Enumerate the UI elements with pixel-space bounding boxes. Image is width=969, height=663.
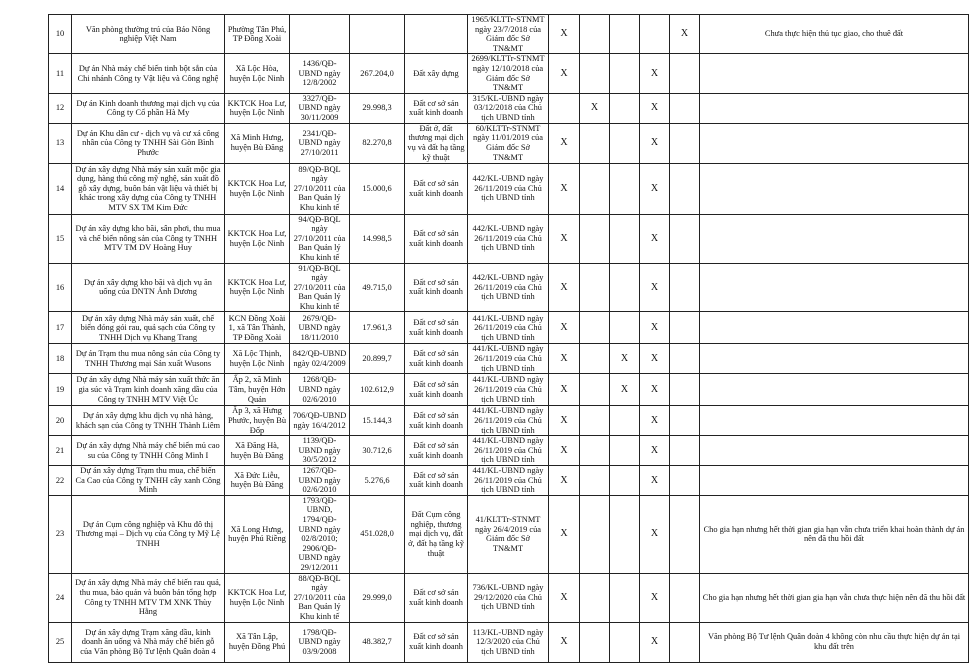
location-cell: Xã Long Hưng, huyện Phú Riềng [225, 495, 290, 573]
land-purpose-cell: Đất cơ sở sản xuất kinh doanh [405, 436, 468, 466]
mark-col-1-cell: X [549, 344, 580, 374]
inspection-conclusion-cell: 441/KL-UBND ngày 26/11/2019 của Chủ tịch UBND tỉnh [468, 436, 549, 466]
land-area-cell: 29.998,3 [350, 93, 405, 123]
mark-col-1-cell: X [549, 263, 580, 312]
mark-col-5-cell [670, 406, 700, 436]
land-purpose-cell: Đất cơ sở sản xuất kinh doanh [405, 374, 468, 406]
table-row [49, 15, 969, 54]
project-name-cell: Dự án xây dựng Nhà máy chế biến rau quả, thu mua, bảo quản và buôn bán tổng hợp Công ty TNHH MTV TM XNK Thùy Hằng [72, 573, 225, 622]
land-project-table [48, 14, 969, 663]
inspection-conclusion-cell: 441/KL-UBND ngày 26/11/2019 của Chủ tịch UBND tỉnh [468, 406, 549, 436]
project-name-cell: Dự án xây dựng khu dịch vụ nhà hàng, khách sạn của Công ty TNHH Thành Liêm [72, 406, 225, 436]
mark-col-3-cell [610, 622, 640, 662]
mark-col-3-cell: X [610, 374, 640, 406]
mark-col-5-cell [670, 436, 700, 466]
mark-col-2-cell [580, 466, 610, 496]
decision-number-cell: 2679/QĐ-UBND ngày 18/11/2010 [290, 312, 350, 344]
mark-col-5-cell [670, 312, 700, 344]
location-cell: KKTCK Hoa Lư, huyện Lộc Ninh [225, 263, 290, 312]
inspection-conclusion-cell: 441/KL-UBND ngày 26/11/2019 của Chủ tịch UBND tỉnh [468, 344, 549, 374]
mark-col-3-cell [610, 495, 640, 573]
land-purpose-cell: Đất xây dựng [405, 54, 468, 93]
mark-col-1-cell: X [549, 123, 580, 163]
mark-col-4-cell: X [640, 495, 670, 573]
row-number-cell: 18 [49, 344, 72, 374]
land-purpose-cell: Đất cơ sở sản xuất kinh doanh [405, 93, 468, 123]
mark-col-1-cell: X [549, 573, 580, 622]
row-number-cell: 11 [49, 54, 72, 93]
decision-number-cell: 3327/QĐ-UBND ngày 30/11/2009 [290, 93, 350, 123]
row-number-cell: 22 [49, 466, 72, 496]
decision-number-cell: 89/QĐ-BQL ngày 27/10/2011 của Ban Quản lý Khu kinh tế [290, 163, 350, 214]
row-number-cell: 15 [49, 214, 72, 263]
mark-col-1-cell: X [549, 622, 580, 662]
table-row [49, 123, 969, 163]
row-number-cell: 20 [49, 406, 72, 436]
mark-col-4-cell: X [640, 436, 670, 466]
land-area-cell: 267.204,0 [350, 54, 405, 93]
project-name-cell: Dự án Kinh doanh thương mại dịch vụ của Công ty Cổ phần Hà My [72, 93, 225, 123]
land-purpose-cell: Đất cơ sở sản xuất kinh doanh [405, 466, 468, 496]
note-cell [700, 312, 969, 344]
mark-col-3-cell [610, 263, 640, 312]
mark-col-4-cell: X [640, 93, 670, 123]
project-name-cell: Dự án xây dựng Nhà máy sản xuất, chế biến đóng gói rau, quả sạch của Công ty TNHH Dịch vụ Khang Trang [72, 312, 225, 344]
row-number-cell: 24 [49, 573, 72, 622]
land-purpose-cell: Đất ở, đất thương mại dịch vụ và đất hạ tầng kỹ thuật [405, 123, 468, 163]
note-cell [700, 214, 969, 263]
mark-col-2-cell [580, 163, 610, 214]
decision-number-cell: 842/QĐ-UBND ngày 02/4/2009 [290, 344, 350, 374]
land-area-cell: 102.612,9 [350, 374, 405, 406]
mark-col-3-cell: X [610, 344, 640, 374]
mark-col-3-cell [610, 54, 640, 93]
land-purpose-cell: Đất cơ sở sản xuất kinh doanh [405, 573, 468, 622]
note-cell: Chưa thực hiện thủ tục giao, cho thuê đất [700, 15, 969, 54]
mark-col-2-cell [580, 312, 610, 344]
table-row [49, 573, 969, 622]
row-number-cell: 13 [49, 123, 72, 163]
table-row [49, 93, 969, 123]
mark-col-5-cell [670, 123, 700, 163]
mark-col-3-cell [610, 436, 640, 466]
land-area-cell: 15.000,6 [350, 163, 405, 214]
project-name-cell: Dự án Trạm thu mua nông sản của Công ty TNHH Thương mại Sản xuất Wusons [72, 344, 225, 374]
mark-col-5-cell [670, 374, 700, 406]
mark-col-3-cell [610, 93, 640, 123]
project-name-cell: Dự án xây dựng Trạm thu mua, chế biến Ca Cao của Công ty TNHH cây xanh Công Minh [72, 466, 225, 496]
table-row [49, 622, 969, 662]
table-row [49, 54, 969, 93]
note-cell [700, 123, 969, 163]
note-cell [700, 54, 969, 93]
table-row [49, 163, 969, 214]
mark-col-3-cell [610, 163, 640, 214]
document-page [48, 14, 966, 656]
note-cell [700, 406, 969, 436]
project-name-cell: Dự án Nhà máy chế biến tinh bột sắn của Chi nhánh Công ty Vật liệu và Công nghệ [72, 54, 225, 93]
mark-col-3-cell [610, 214, 640, 263]
land-area-cell: 82.270,8 [350, 123, 405, 163]
land-purpose-cell: Đất Cụm công nghiệp, thương mại dịch vụ, đất ở, đất hạ tầng kỹ thuật [405, 495, 468, 573]
row-number-cell: 21 [49, 436, 72, 466]
mark-col-5-cell [670, 466, 700, 496]
mark-col-1-cell: X [549, 406, 580, 436]
mark-col-4-cell: X [640, 214, 670, 263]
land-purpose-cell: Đất cơ sở sản xuất kinh doanh [405, 622, 468, 662]
inspection-conclusion-cell: 113/KL-UBND ngày 12/3/2020 của Chủ tịch UBND tỉnh [468, 622, 549, 662]
decision-number-cell: 2341/QĐ-UBND ngày 27/10/2011 [290, 123, 350, 163]
land-area-cell: 48.382,7 [350, 622, 405, 662]
location-cell: Xã Lộc Thịnh, huyện Lộc Ninh [225, 344, 290, 374]
inspection-conclusion-cell: 441/KL-UBND ngày 26/11/2019 của Chủ tịch UBND tỉnh [468, 312, 549, 344]
mark-col-1-cell: X [549, 436, 580, 466]
mark-col-5-cell [670, 622, 700, 662]
mark-col-4-cell: X [640, 466, 670, 496]
mark-col-2-cell: X [580, 93, 610, 123]
location-cell: KKTCK Hoa Lư, huyện Lộc Ninh [225, 93, 290, 123]
inspection-conclusion-cell: 441/KL-UBND ngày 26/11/2019 của Chủ tịch UBND tỉnh [468, 374, 549, 406]
mark-col-2-cell [580, 344, 610, 374]
inspection-conclusion-cell: 442/KL-UBND ngày 26/11/2019 của Chủ tịch UBND tỉnh [468, 263, 549, 312]
inspection-conclusion-cell: 41/KLTTr-STNMT ngày 26/4/2019 của Giám đốc Sở TN&MT [468, 495, 549, 573]
decision-number-cell [290, 15, 350, 54]
land-purpose-cell: Đất cơ sở sản xuất kinh doanh [405, 406, 468, 436]
row-number-cell: 16 [49, 263, 72, 312]
mark-col-4-cell: X [640, 573, 670, 622]
land-area-cell: 49.715,0 [350, 263, 405, 312]
land-purpose-cell: Đất cơ sở sản xuất kinh doanh [405, 214, 468, 263]
land-purpose-cell: Đất cơ sở sản xuất kinh doanh [405, 344, 468, 374]
decision-number-cell: 1793/QĐ-UBND, 1794/QĐ-UBND ngày 02/8/2010; 2906/QĐ-UBND ngày 29/12/2011 [290, 495, 350, 573]
mark-col-2-cell [580, 495, 610, 573]
mark-col-1-cell: X [549, 312, 580, 344]
location-cell: Xã Minh Hưng, huyện Bù Đăng [225, 123, 290, 163]
mark-col-2-cell [580, 573, 610, 622]
inspection-conclusion-cell: 1965/KLTTr-STNMT ngày 23/7/2018 của Giám đốc Sở TN&MT [468, 15, 549, 54]
inspection-conclusion-cell: 315/KL-UBND ngày 03/12/2018 của Chủ tịch UBND tỉnh [468, 93, 549, 123]
mark-col-2-cell [580, 263, 610, 312]
note-cell [700, 93, 969, 123]
mark-col-2-cell [580, 622, 610, 662]
land-area-cell: 14.998,5 [350, 214, 405, 263]
location-cell: Ấp 3, xã Hưng Phước, huyện Bù Đốp [225, 406, 290, 436]
mark-col-3-cell [610, 406, 640, 436]
inspection-conclusion-cell: 2699/KLTTr-STNMT ngày 12/10/2018 của Giám đốc Sở TN&MT [468, 54, 549, 93]
decision-number-cell: 1139/QĐ-UBND ngày 30/5/2012 [290, 436, 350, 466]
mark-col-4-cell: X [640, 163, 670, 214]
mark-col-4-cell: X [640, 374, 670, 406]
land-area-cell: 5.276,6 [350, 466, 405, 496]
inspection-conclusion-cell: 442/KL-UBND ngày 26/11/2019 của Chủ tịch UBND tỉnh [468, 214, 549, 263]
mark-col-1-cell: X [549, 15, 580, 54]
location-cell: Ấp 2, xã Minh Tâm, huyện Hớn Quản [225, 374, 290, 406]
mark-col-4-cell: X [640, 123, 670, 163]
decision-number-cell: 706/QĐ-UBND ngày 16/4/2012 [290, 406, 350, 436]
mark-col-2-cell [580, 54, 610, 93]
land-area-cell: 17.961,3 [350, 312, 405, 344]
project-name-cell: Dự án Cụm công nghiệp và Khu đô thị Thương mại – Dịch vụ của Công ty Mỹ Lệ TNHH [72, 495, 225, 573]
mark-col-3-cell [610, 15, 640, 54]
row-number-cell: 23 [49, 495, 72, 573]
mark-col-2-cell [580, 436, 610, 466]
row-number-cell: 10 [49, 15, 72, 54]
land-area-cell: 451.028,0 [350, 495, 405, 573]
project-name-cell: Dự án xây dựng Trạm xăng dầu, kinh doanh ăn uống và Nhà máy chế biến gỗ của Văn phòng Bộ Tư lệnh Quân đoàn 4 [72, 622, 225, 662]
mark-col-4-cell [640, 15, 670, 54]
decision-number-cell: 1267/QĐ-UBND ngày 02/6/2010 [290, 466, 350, 496]
mark-col-1-cell: X [549, 466, 580, 496]
table-row [49, 466, 969, 496]
location-cell: KCN Đồng Xoài 1, xã Tân Thành, TP Đồng Xoài [225, 312, 290, 344]
land-area-cell: 20.899,7 [350, 344, 405, 374]
note-cell: Văn phòng Bộ Tư lệnh Quân đoàn 4 không còn nhu cầu thực hiện dự án tại khu đất trên [700, 622, 969, 662]
decision-number-cell: 1798/QĐ-UBND ngày 03/9/2008 [290, 622, 350, 662]
mark-col-3-cell [610, 312, 640, 344]
mark-col-1-cell: X [549, 163, 580, 214]
inspection-conclusion-cell: 60/KLTTr-STNMT ngày 11/01/2019 của Giám đốc Sở TN&MT [468, 123, 549, 163]
table-row [49, 214, 969, 263]
table-row [49, 312, 969, 344]
land-purpose-cell: Đất cơ sở sản xuất kinh doanh [405, 263, 468, 312]
decision-number-cell: 1436/QĐ-UBND ngày 12/8/2002 [290, 54, 350, 93]
inspection-conclusion-cell: 441/KL-UBND ngày 26/11/2019 của Chủ tịch UBND tỉnh [468, 466, 549, 496]
project-name-cell: Dự án xây dựng Nhà máy sản xuất thức ăn gia súc và Trạm kinh doanh xăng dầu của Công ty TNHH MTV Việt Úc [72, 374, 225, 406]
mark-col-1-cell: X [549, 214, 580, 263]
note-cell: Cho gia hạn nhưng hết thời gian gia hạn vẫn chưa triển khai hoàn thành dự án nên đã thu hồi đất [700, 495, 969, 573]
mark-col-5-cell [670, 214, 700, 263]
table-row [49, 344, 969, 374]
mark-col-5-cell [670, 495, 700, 573]
project-name-cell: Dự án Khu dân cư - dịch vụ và cư xá công nhân của Công ty TNHH Sài Gòn Bình Phước [72, 123, 225, 163]
mark-col-3-cell [610, 573, 640, 622]
mark-col-2-cell [580, 406, 610, 436]
table-body [49, 15, 969, 663]
land-purpose-cell: Đất cơ sở sản xuất kinh doanh [405, 163, 468, 214]
project-name-cell: Dự án xây dựng Nhà máy sản xuất mộc gia dụng, hàng thủ công mỹ nghệ, sản xuất đồ gỗ xây dựng, buôn bán vật liệu và thiết bị khác trong xây dựng của Công ty TNHH MTV SX TM Kim Đức [72, 163, 225, 214]
note-cell: Cho gia hạn nhưng hết thời gian gia hạn vẫn chưa thực hiện nên đã thu hồi đất [700, 573, 969, 622]
note-cell [700, 466, 969, 496]
project-name-cell: Dự án xây dựng kho bãi, sân phơi, thu mua và chế biến nông sản của Công ty TNHH MTV TM DV Hoàng Huy [72, 214, 225, 263]
table-row [49, 495, 969, 573]
mark-col-2-cell [580, 374, 610, 406]
table-row [49, 406, 969, 436]
note-cell [700, 263, 969, 312]
location-cell: KKTCK Hoa Lư, huyện Lộc Ninh [225, 163, 290, 214]
land-area-cell: 15.144,3 [350, 406, 405, 436]
mark-col-3-cell [610, 466, 640, 496]
note-cell [700, 436, 969, 466]
land-purpose-cell [405, 15, 468, 54]
mark-col-5-cell: X [670, 15, 700, 54]
project-name-cell: Văn phòng thường trú của Báo Nông nghiệp Việt Nam [72, 15, 225, 54]
mark-col-4-cell: X [640, 54, 670, 93]
row-number-cell: 17 [49, 312, 72, 344]
decision-number-cell: 94/QĐ-BQL ngày 27/10/2011 của Ban Quản lý Khu kinh tế [290, 214, 350, 263]
location-cell: Phường Tân Phú, TP Đồng Xoài [225, 15, 290, 54]
land-purpose-cell: Đất cơ sở sản xuất kinh doanh [405, 312, 468, 344]
location-cell: KKTCK Hoa Lư, huyện Lộc Ninh [225, 573, 290, 622]
mark-col-2-cell [580, 214, 610, 263]
location-cell: KKTCK Hoa Lư, huyện Lộc Ninh [225, 214, 290, 263]
mark-col-5-cell [670, 344, 700, 374]
mark-col-4-cell: X [640, 344, 670, 374]
mark-col-5-cell [670, 573, 700, 622]
mark-col-4-cell: X [640, 406, 670, 436]
mark-col-5-cell [670, 93, 700, 123]
mark-col-2-cell [580, 15, 610, 54]
row-number-cell: 25 [49, 622, 72, 662]
table-row [49, 263, 969, 312]
project-name-cell: Dự án xây dựng kho bãi và dịch vụ ăn uống của DNTN Ánh Dương [72, 263, 225, 312]
mark-col-3-cell [610, 123, 640, 163]
table-row [49, 436, 969, 466]
mark-col-1-cell: X [549, 374, 580, 406]
mark-col-2-cell [580, 123, 610, 163]
project-name-cell: Dự án xây dựng Nhà máy chế biến mủ cao su của Công ty TNHH Công Minh I [72, 436, 225, 466]
note-cell [700, 163, 969, 214]
land-area-cell: 30.712,6 [350, 436, 405, 466]
mark-col-5-cell [670, 163, 700, 214]
mark-col-1-cell [549, 93, 580, 123]
decision-number-cell: 1268/QĐ-UBND ngày 02/6/2010 [290, 374, 350, 406]
location-cell: Xã Đăng Hà, huyện Bù Đăng [225, 436, 290, 466]
mark-col-5-cell [670, 54, 700, 93]
decision-number-cell: 91/QĐ-BQL ngày 27/10/2011 của Ban Quản lý Khu kinh tế [290, 263, 350, 312]
row-number-cell: 12 [49, 93, 72, 123]
mark-col-5-cell [670, 263, 700, 312]
mark-col-4-cell: X [640, 312, 670, 344]
location-cell: Xã Tân Lập, huyện Đồng Phú [225, 622, 290, 662]
note-cell [700, 344, 969, 374]
mark-col-1-cell: X [549, 495, 580, 573]
land-area-cell [350, 15, 405, 54]
row-number-cell: 19 [49, 374, 72, 406]
table-row [49, 374, 969, 406]
row-number-cell: 14 [49, 163, 72, 214]
location-cell: Xã Đức Liễu, huyện Bù Đăng [225, 466, 290, 496]
inspection-conclusion-cell: 736/KL-UBND ngày 29/12/2020 của Chủ tịch UBND tỉnh [468, 573, 549, 622]
mark-col-4-cell: X [640, 622, 670, 662]
decision-number-cell: 88/QĐ-BQL ngày 27/10/2011 của Ban Quản lý Khu kinh tế [290, 573, 350, 622]
inspection-conclusion-cell: 442/KL-UBND ngày 26/11/2019 của Chủ tịch UBND tỉnh [468, 163, 549, 214]
mark-col-4-cell: X [640, 263, 670, 312]
mark-col-1-cell: X [549, 54, 580, 93]
note-cell [700, 374, 969, 406]
location-cell: Xã Lộc Hòa, huyện Lộc Ninh [225, 54, 290, 93]
land-area-cell: 29.999,0 [350, 573, 405, 622]
